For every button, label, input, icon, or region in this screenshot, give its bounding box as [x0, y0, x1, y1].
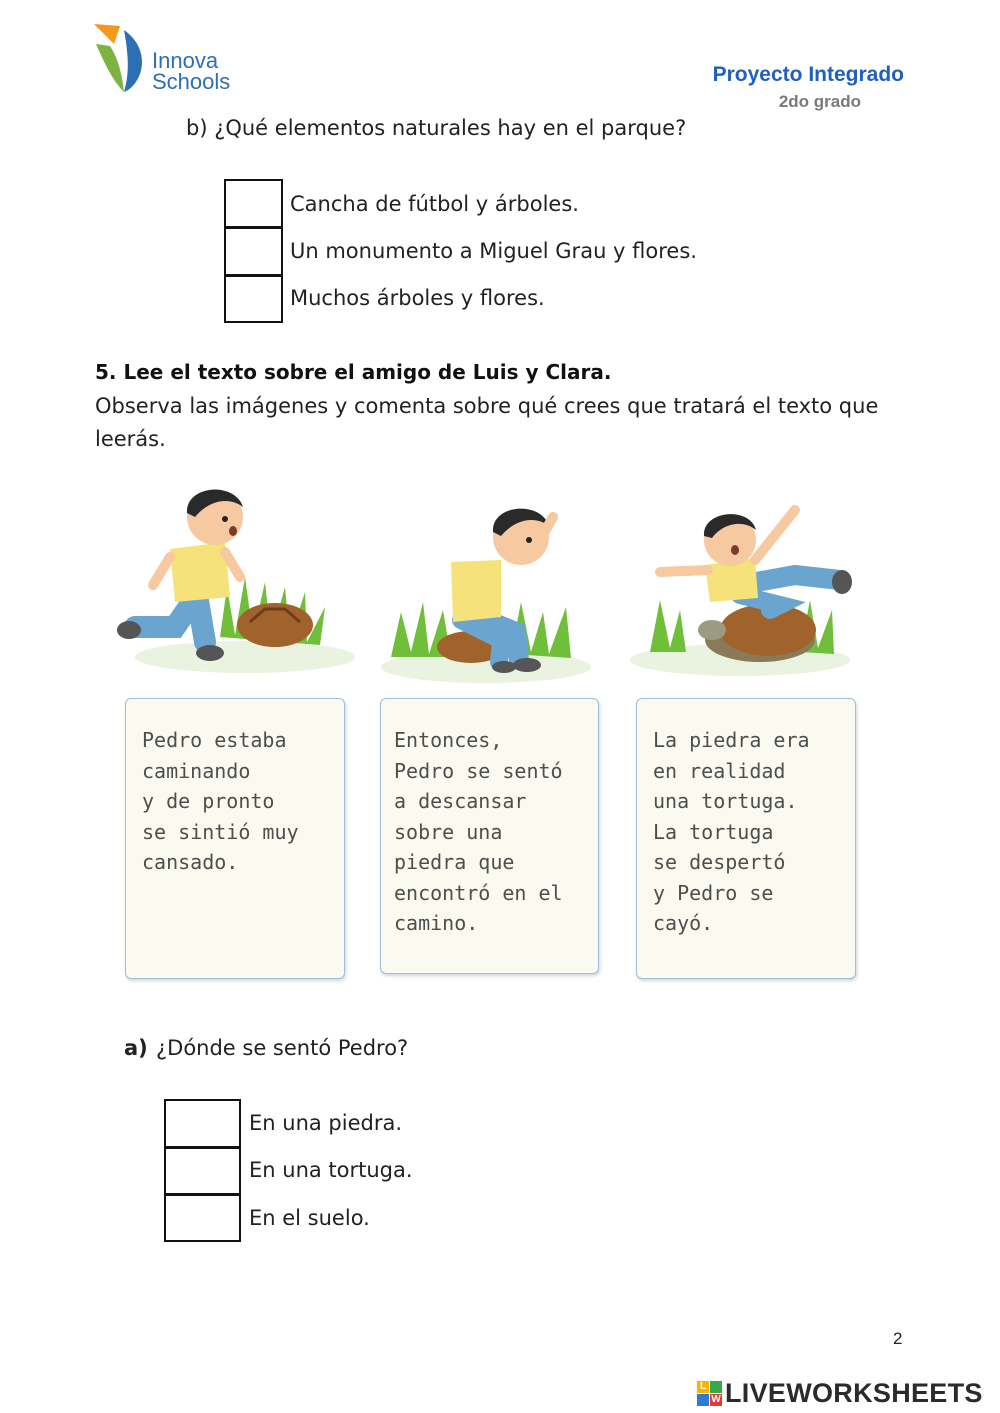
- story-panel-2-line: Pedro se sentó: [394, 758, 563, 783]
- story-panel-2-line: encontró en el: [394, 880, 563, 905]
- liveworksheets-wordmark: LIVEWORKSHEETS: [725, 1378, 983, 1408]
- option-b3-label: Muchos árboles y flores.: [290, 286, 545, 310]
- liveworksheets-logo: [697, 1378, 997, 1410]
- story-panel-1-line: y de pronto: [142, 789, 275, 813]
- story-panel-1-line: caminando: [142, 758, 251, 783]
- story-panel-2-line: piedra que: [394, 850, 515, 874]
- option-a1-label: En una piedra.: [249, 1111, 403, 1135]
- illustration-boy-walking: [115, 467, 355, 682]
- story-panel-3-line: se despertó: [653, 850, 786, 874]
- question-b-text: b) ¿Qué elementos naturales hay en el parque?: [186, 116, 687, 140]
- option-b2-label: Un monumento a Miguel Grau y flores.: [290, 239, 697, 263]
- badge-tile-green: [710, 1381, 722, 1393]
- story-panel-1: [125, 698, 345, 979]
- option-b2-checkbox[interactable]: [224, 227, 283, 276]
- story-panel-3-line: en realidad: [653, 758, 786, 783]
- grade-label: 2do grado: [778, 92, 861, 111]
- option-a1-checkbox[interactable]: [164, 1099, 241, 1148]
- story-panel-2-line: camino.: [394, 911, 479, 935]
- story-panel-3-line: La piedra era: [653, 728, 810, 752]
- option-b1-checkbox[interactable]: [224, 179, 283, 228]
- story-panel-3-line: una tortuga.: [653, 789, 798, 813]
- story-panel-2-line: Entonces,: [394, 728, 503, 752]
- question-a-text: ¿Dónde se sentó Pedro?: [156, 1036, 409, 1060]
- story-panel-1-line: cansado.: [142, 850, 239, 874]
- badge-letter-l: L: [697, 1381, 709, 1393]
- option-a2-checkbox[interactable]: [164, 1147, 241, 1195]
- logo-text-schools: Schools: [152, 69, 231, 94]
- question-a-label: a): [124, 1036, 148, 1060]
- story-panel-2-line: sobre una: [394, 819, 503, 844]
- illustration-boy-sitting: [371, 482, 606, 697]
- illustration-boy-falling: [620, 470, 855, 685]
- option-b1-label: Cancha de fútbol y árboles.: [290, 192, 579, 216]
- story-panel-3-line: cayó.: [653, 911, 714, 935]
- logo-text-innova: Innova: [152, 48, 219, 73]
- option-b3-checkbox[interactable]: [224, 275, 283, 323]
- option-a2-label: En una tortuga.: [249, 1158, 413, 1182]
- story-panel-2: [380, 698, 599, 974]
- project-title: Proyecto Integrado: [712, 63, 904, 86]
- option-a3-label: En el suelo.: [249, 1206, 370, 1230]
- innova-leaf-icon: [90, 22, 148, 94]
- story-panel-2-line: a descansar: [394, 789, 527, 813]
- story-panel-3-line: La tortuga: [653, 819, 774, 844]
- section-5-description: Observa las imágenes y comenta sobre qué crees que tratará el texto que leerás.: [95, 394, 879, 451]
- innova-logo: [90, 22, 250, 94]
- liveworksheets-badge-icon: [697, 1381, 723, 1407]
- story-panel-3-line: y Pedro se: [653, 880, 774, 905]
- story-panel-1-line: Pedro estaba: [142, 728, 287, 752]
- section-5-title: 5. Lee el texto sobre el amigo de Luis y Clara.: [95, 360, 612, 384]
- story-panel-1-line: se sintió muy: [142, 819, 299, 844]
- badge-letter-w: W: [711, 1394, 721, 1405]
- story-panel-3: [636, 698, 856, 979]
- page-number: 2: [893, 1329, 903, 1348]
- badge-tile-blue: [697, 1394, 709, 1406]
- option-a3-checkbox[interactable]: [164, 1194, 241, 1242]
